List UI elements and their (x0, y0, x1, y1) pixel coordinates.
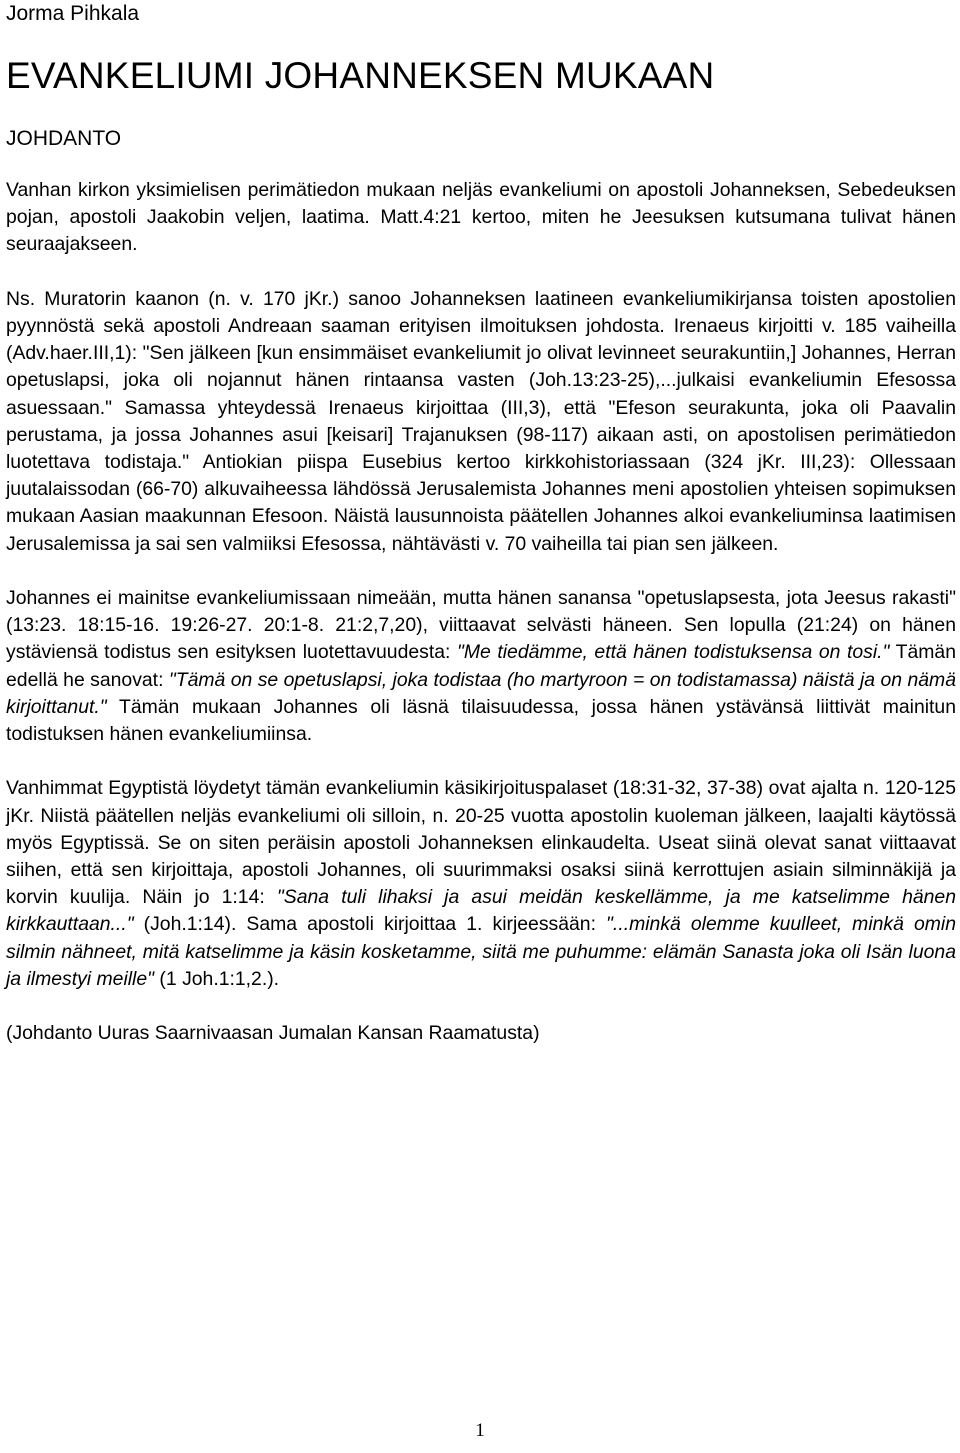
document-body (6, 177, 956, 1047)
paragraph-4-quote-1: "Sana tuli lihaksi ja asui meidän keskellämme, ja me katselimme hänen kirkkauttaan..." (6, 886, 956, 936)
paragraph-3-text-3: Tämän mukaan Johannes oli läsnä tilaisuudessa, jossa hänen ystävänsä liittivät mainitun todistuksen hänen evankeliumiinsa. (6, 695, 956, 746)
paragraph-3 (6, 585, 956, 748)
paragraph-3-quote-1: "Me tiedämme, että hänen todistuksensa on tosi." (456, 641, 890, 664)
paragraph-1: Vanhan kirkon yksimielisen perimätiedon mukaan neljäs evankeliumi on apostoli Johanneksen, Sebedeuksen pojan, apostoli Jaakobin veljen, laatima. Matt.4:21 kertoo, miten he Jeesuksen kutsumana tulivat hänen seuraajakseen. (6, 179, 956, 256)
page-number: 1 (475, 1420, 485, 1441)
paragraph-3-text-2: Tämän edellä he sanovat: (6, 641, 956, 691)
paragraph-2: Ns. Muratorin kaanon (n. v. 170 jKr.) sanoo Johanneksen laatineen evankeliumikirjansa toisten apostolien pyynnöstä sekä apostoli Andreaan saaman erityisen ilmoituksen johdosta. Irenaeus kirjoitti v. 185 vaiheilla (Adv.haer.III,1): "Sen jälkeen [kun ensimmäiset evankeliumit jo olivat levinneet seurakuntiin,] Johannes, Herran opetuslapsi, joka oli nojannut hänen rintaansa vasten (Joh.13:23-25),...julkaisi evankeliumin Efesossa asuessaan." Samassa yhteydessä Irenaeus kirjoittaa (III,3), että "Efeson seurakunta, joka oli Paavalin perustama, ja jossa Johannes asui [keisari] Trajanuksen (98-117) aikaan asti, on apostolisen perimätiedon luotettava todistaja." Antiokian piispa Eusebius kertoo kirkkohistoriassaan (324 jKr. III,23): Ollessaan juutalaissodan (66-70) alkuvaiheessa lähdössä Jerusalemista Johannes meni apostolien yhteisen sopimuksen mukaan Aasian maakunnan Efesoon. Näistä lausunnoista päätellen Johannes alkoi evankeliuminsa laatimisen Jerusalemissa ja sai sen valmiiksi Efesossa, nähtävästi v. 70 vaiheilla tai pian sen jälkeen. (6, 287, 956, 555)
paragraph-4-quote-2: "...minkä olemme kuulleet, minkä omin silmin nähneet, mitä katselimme ja käsin kosketamme, siitä me puhumme: elämän Sanasta joka oli Isän luona ja ilmestyi meille" (6, 913, 956, 990)
paragraph-3-quote-2: "Tämä on se opetuslapsi, joka todistaa (ho martyroon = on todistamassa) näistä ja on nämä kirjoittanut." (6, 668, 956, 718)
paragraph-4-text-1: Vanhimmat Egyptistä löydetyt tämän evankeliumin käsikirjoituspalaset (18:31-32, 37-38) ovat ajalta n. 120-125 jKr. Niistä päätellen neljäs evankeliumi oli silloin, n. 20-25 vuotta apostolin kuoleman jälkeen, laajalti käytössä myös Egyptissä. Se on siten peräisin apostoli Johanneksen elinkaudelta. Useat siinä olevat sanat viittaavat siihen, että sen kirjoittaja, apostoli Johannes, oli suurimmaksi osaksi siinä kerrottujen asiain silminnäkijä ja korvin kuulija. Näin jo 1:14: (6, 777, 956, 909)
author-name: Jorma Pihkala (6, 2, 140, 25)
paragraph-4-text-3: (1 Joh.1:1,2.). (154, 967, 280, 990)
section-heading: JOHDANTO (6, 127, 122, 150)
paragraph-4 (6, 775, 956, 993)
source-note: (Johdanto Uuras Saarnivaasan Jumalan Kansan Raamatusta) (6, 1022, 540, 1045)
paragraph-3-text-1: Johannes ei mainitse evankeliumissaan nimeään, mutta hänen sanansa "opetuslapsesta, jota Jeesus rakasti" (13:23. 18:15-16. 19:26-27. 20:1-8. 21:2,7,20), viittaavat selvästi häneen. Sen lopulla (21:24) on hänen ystäviensä todistus sen esityksen luotettavuudesta: (6, 587, 956, 664)
document-title: EVANKELIUMI JOHANNEKSEN MUKAAN (6, 55, 715, 96)
paragraph-4-text-2: (Joh.1:14). Sama apostoli kirjoittaa 1. kirjeessään: (133, 913, 607, 936)
